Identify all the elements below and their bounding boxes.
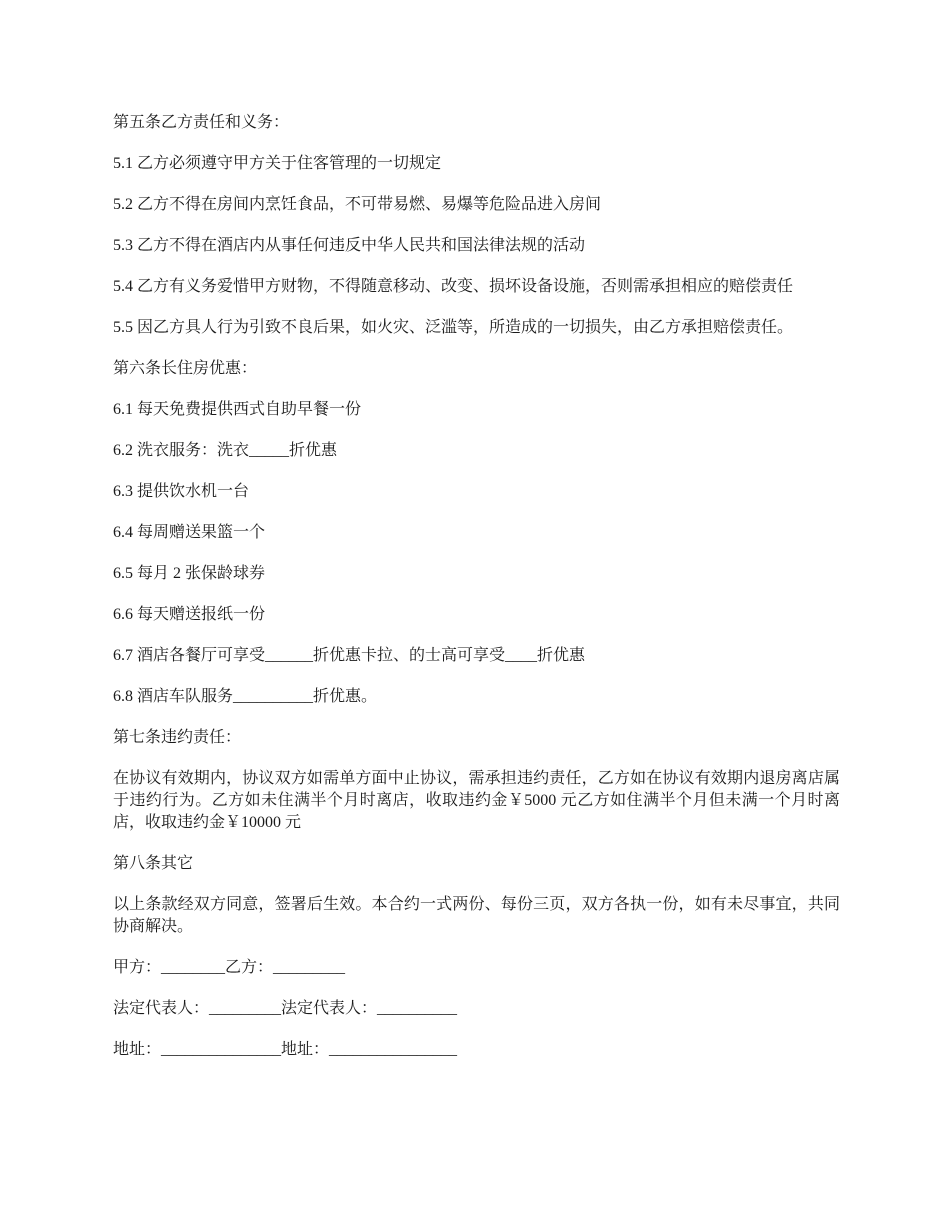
clause-5-4: 5.4 乙方有义务爱惜甲方财物，不得随意移动、改变、损坏设备设施，否则需承担相应的赔偿责任 <box>113 278 794 295</box>
signature-parties-line: 甲方：________乙方：_________ <box>113 959 346 976</box>
clause-6-4: 6.4 每周赠送果篮一个 <box>113 524 266 541</box>
signature-address-line: 地址：_______________地址：________________ <box>113 1041 458 1058</box>
article-5-heading: 第五条乙方责任和义务： <box>113 114 290 131</box>
article-8-heading: 第八条其它 <box>113 855 194 872</box>
signature-representatives-line: 法定代表人：_________法定代表人：__________ <box>113 1000 458 1017</box>
article-7-heading: 第七条违约责任： <box>113 729 242 746</box>
article-6-heading: 第六条长住房优惠： <box>113 360 258 377</box>
clause-6-6: 6.6 每天赠送报纸一份 <box>113 606 266 623</box>
clause-6-5: 6.5 每月 2 张保龄球券 <box>113 565 266 582</box>
clause-5-1: 5.1 乙方必须遵守甲方关于住客管理的一切规定 <box>113 155 442 172</box>
clause-6-1: 6.1 每天免费提供西式自助早餐一份 <box>113 401 362 418</box>
clause-6-8: 6.8 酒店车队服务__________折优惠。 <box>113 688 378 705</box>
clause-5-5: 5.5 因乙方具人行为引致不良后果，如火灾、泛滥等，所造成的一切损失，由乙方承担赔偿责任。 <box>113 319 794 336</box>
clause-6-2: 6.2 洗衣服务：洗衣_____折优惠 <box>113 442 338 459</box>
clause-6-3: 6.3 提供饮水机一台 <box>113 483 250 500</box>
clause-5-3: 5.3 乙方不得在酒店内从事任何违反中华人民共和国法律法规的活动 <box>113 237 586 254</box>
document-page <box>113 112 840 1080</box>
clause-6-7: 6.7 酒店各餐厅可享受______折优惠卡拉、的士高可享受____折优惠 <box>113 647 586 664</box>
article-7-body: 在协议有效期内，协议双方如需单方面中止协议，需承担违约责任，乙方如在协议有效期内退房离店属于违约行为。乙方如未住满半个月时离店，收取违约金￥5000 元乙方如住满半个月但未满一个月时离店，收取违约金￥10000 元 <box>113 770 840 831</box>
clause-5-2: 5.2 乙方不得在房间内烹饪食品，不可带易燃、易爆等危险品进入房间 <box>113 196 602 213</box>
article-8-body: 以上条款经双方同意，签署后生效。本合约一式两份、每份三页，双方各执一份，如有未尽事宜，共同协商解决。 <box>113 896 840 935</box>
